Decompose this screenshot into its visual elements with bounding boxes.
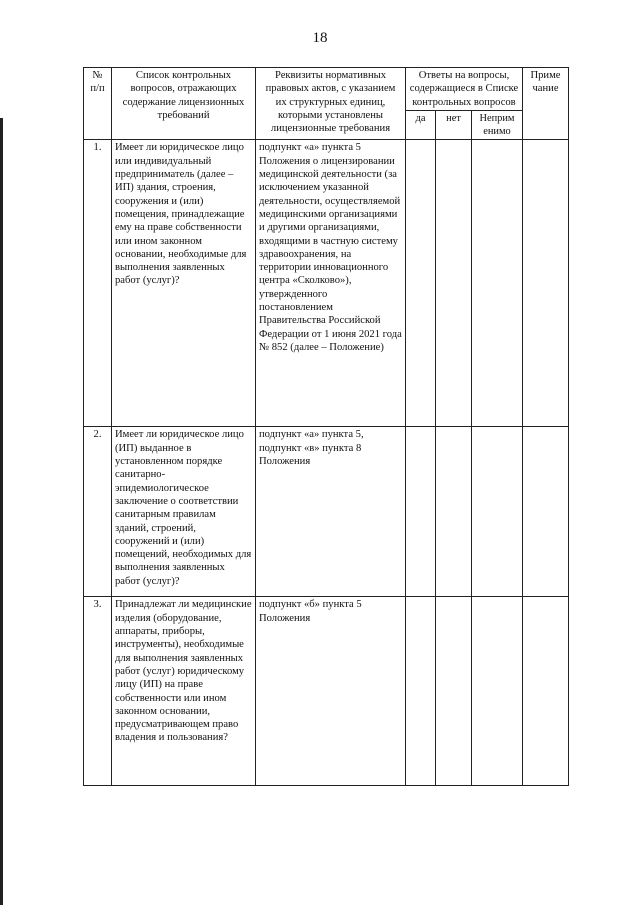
answer-yes-cell bbox=[406, 597, 436, 786]
row-number: 3. bbox=[84, 597, 112, 786]
answer-yes-cell bbox=[406, 427, 436, 597]
header-not-applicable: Неприм енимо bbox=[472, 110, 523, 140]
row-question: Принадлежат ли медицинские изделия (оборудование, аппараты, приборы, инструменты), необходимые для выполнения заявленных работ (услуг) юридическому лицу (ИП) на праве собственности или ином законном основании, предусматривающем право владения и пользования? bbox=[112, 597, 256, 786]
answer-na-cell bbox=[472, 140, 523, 427]
header-num: № п/п bbox=[84, 68, 112, 140]
row-question: Имеет ли юридическое лицо (ИП) выданное в установленном порядке санитарно-эпидемиологическое заключение о соответствии санитарным правилам зданий, строений, сооружений и (или) помещений, необходимых для выполнения заявленных работ (услуг)? bbox=[112, 427, 256, 597]
header-no: нет bbox=[436, 110, 472, 140]
note-cell bbox=[523, 427, 569, 597]
answer-no-cell bbox=[436, 597, 472, 786]
row-question: Имеет ли юридическое лицо или индивидуальный предприниматель (далее – ИП) здания, строения, сооружения и (или) помещения, принадлежащие ему на праве собственности или ином законном основании, необходимые для выполнения заявленных работ (услуг)? bbox=[112, 140, 256, 427]
table-row bbox=[84, 597, 569, 786]
answer-no-cell bbox=[436, 140, 472, 427]
row-requisite: подпункт «а» пункта 5, подпункт «в» пункта 8 Положения bbox=[256, 427, 406, 597]
note-cell bbox=[523, 597, 569, 786]
page-number: 18 bbox=[312, 30, 328, 46]
table-row bbox=[84, 140, 569, 427]
header-note: Приме чание bbox=[523, 68, 569, 140]
note-cell bbox=[523, 140, 569, 427]
row-number: 1. bbox=[84, 140, 112, 427]
answer-yes-cell bbox=[406, 140, 436, 427]
checklist-table bbox=[83, 67, 569, 786]
header-answers: Ответы на вопросы, содержащиеся в Списке контрольных вопросов bbox=[406, 68, 523, 111]
table-header-row bbox=[84, 68, 569, 111]
header-yes: да bbox=[406, 110, 436, 140]
row-requisite: подпункт «б» пункта 5 Положения bbox=[256, 597, 406, 786]
answer-no-cell bbox=[436, 427, 472, 597]
table-row bbox=[84, 427, 569, 597]
header-requisites: Реквизиты нормативных правовых актов, с указанием их структурных единиц, которыми установлены лицензионные требования bbox=[256, 68, 406, 140]
answer-na-cell bbox=[472, 597, 523, 786]
row-number: 2. bbox=[84, 427, 112, 597]
answer-na-cell bbox=[472, 427, 523, 597]
row-requisite: подпункт «а» пункта 5 Положения о лицензировании медицинской деятельности (за исключением указанной деятельности, осуществляемой медицинскими организациями и другими организациями, входящими в частную систему здравоохранения, на территории инновационного центра «Сколково»), утвержденного постановлением Правительства Российской Федерации от 1 июня 2021 года № 852 (далее – Положение) bbox=[256, 140, 406, 427]
header-questions: Список контрольных вопросов, отражающих содержание лицензионных требований bbox=[112, 68, 256, 140]
scan-edge-mark bbox=[0, 118, 3, 905]
